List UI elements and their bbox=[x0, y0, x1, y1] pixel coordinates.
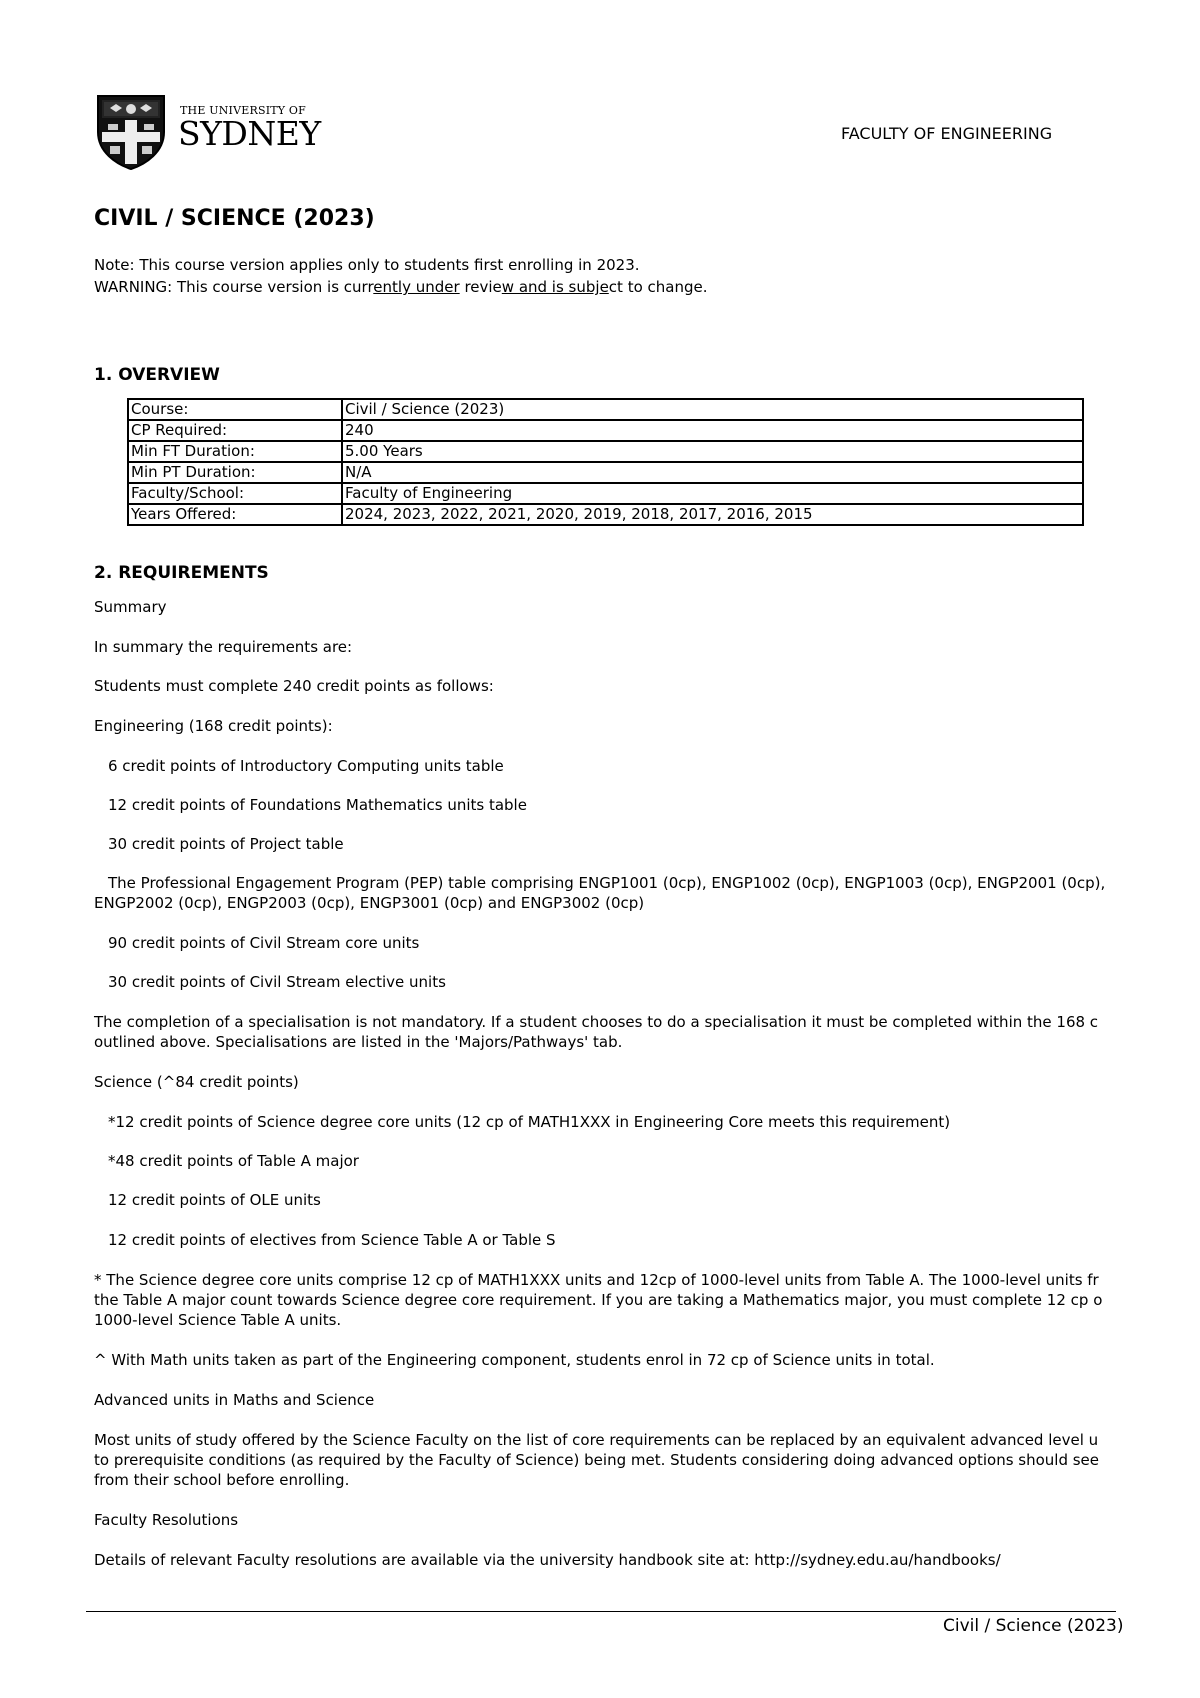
list-item: The Professional Engagement Program (PEP) table comprising ENGP1001 (0cp), ENGP1002 (0cp), ENGP1003 (0cp), ENGP2001 (0cp), bbox=[108, 874, 1106, 892]
table-row bbox=[128, 504, 1083, 525]
footnote-star: the Table A major count towards Science degree core requirement. If you are taking a Mathematics major, you must complete 12 cp o bbox=[94, 1291, 1103, 1309]
list-item-continued: ENGP2002 (0cp), ENGP2003 (0cp), ENGP3001 (0cp) and ENGP3002 (0cp) bbox=[94, 894, 645, 912]
overview-table bbox=[127, 398, 1084, 526]
university-logo bbox=[94, 92, 334, 172]
list-item: 12 credit points of OLE units bbox=[108, 1191, 321, 1209]
engineering-heading: Engineering (168 credit points): bbox=[94, 717, 333, 735]
table-row bbox=[128, 462, 1083, 483]
page-title: CIVIL / SCIENCE (2023) bbox=[94, 206, 375, 231]
footnote-star: * The Science degree core units comprise 12 cp of MATH1XXX units and 12cp of 1000-level units from Table A. The 1000-level units fr bbox=[94, 1271, 1099, 1289]
row-value: N/A bbox=[342, 462, 1083, 483]
row-label: CP Required: bbox=[128, 420, 342, 441]
list-item: 90 credit points of Civil Stream core units bbox=[108, 934, 420, 952]
row-value: Faculty of Engineering bbox=[342, 483, 1083, 504]
row-value: 2024, 2023, 2022, 2021, 2020, 2019, 2018, 2017, 2016, 2015 bbox=[342, 504, 1083, 525]
specialisation-text: The completion of a specialisation is not mandatory. If a student chooses to do a specialisation it must be completed within the 168 c bbox=[94, 1013, 1099, 1031]
total-credit-text: Students must complete 240 credit points as follows: bbox=[94, 677, 494, 695]
faculty-header: FACULTY OF ENGINEERING bbox=[841, 124, 1053, 143]
row-label: Years Offered: bbox=[128, 504, 342, 525]
row-value: 5.00 Years bbox=[342, 441, 1083, 462]
faculty-resolutions-text: Details of relevant Faculty resolutions are available via the university handbook site at: http://sydney.edu.au/handbooks/ bbox=[94, 1551, 1001, 1569]
table-row bbox=[128, 420, 1083, 441]
summary-label: Summary bbox=[94, 598, 167, 616]
specialisation-text: outlined above. Specialisations are listed in the 'Majors/Pathways' tab. bbox=[94, 1033, 623, 1051]
table-row bbox=[128, 483, 1083, 504]
footnote-caret: ^ With Math units taken as part of the Engineering component, students enrol in 72 cp of Science units in total. bbox=[94, 1351, 935, 1369]
warning-text-part: ct to change. bbox=[608, 278, 708, 296]
advanced-heading: Advanced units in Maths and Science bbox=[94, 1391, 375, 1409]
list-item: *48 credit points of Table A major bbox=[108, 1152, 359, 1170]
science-heading: Science (^84 credit points) bbox=[94, 1073, 299, 1091]
list-item: 6 credit points of Introductory Computing units table bbox=[108, 757, 504, 775]
warning-text-part: WARNING: This course version is curr bbox=[94, 278, 374, 296]
advanced-text: Most units of study offered by the Science Faculty on the list of core requirements can be replaced by an equivalent advanced level u bbox=[94, 1431, 1099, 1449]
crest-icon bbox=[94, 92, 168, 170]
row-label: Course: bbox=[128, 399, 342, 420]
advanced-text: to prerequisite conditions (as required by the Faculty of Science) being met. Students considering doing advanced options should see bbox=[94, 1451, 1100, 1469]
row-label: Faculty/School: bbox=[128, 483, 342, 504]
warning-text-part: ently under bbox=[373, 278, 460, 296]
list-item: *12 credit points of Science degree core units (12 cp of MATH1XXX in Engineering Core meets this requirement) bbox=[108, 1113, 951, 1131]
footer-title: Civil / Science (2023) bbox=[943, 1616, 1124, 1636]
logo-text-large: SYDNEY bbox=[178, 114, 321, 153]
footnote-star: 1000-level Science Table A units. bbox=[94, 1311, 342, 1329]
summary-intro: In summary the requirements are: bbox=[94, 638, 353, 656]
list-item: 12 credit points of Foundations Mathematics units table bbox=[108, 796, 527, 814]
warning-text-part: revie bbox=[459, 278, 502, 296]
warning-text-part: w and is subje bbox=[501, 278, 609, 296]
table-row bbox=[128, 441, 1083, 462]
overview-heading: 1. OVERVIEW bbox=[94, 365, 220, 385]
row-value: Civil / Science (2023) bbox=[342, 399, 1083, 420]
faculty-resolutions-heading: Faculty Resolutions bbox=[94, 1511, 239, 1529]
list-item: 30 credit points of Civil Stream elective units bbox=[108, 973, 446, 991]
list-item: 12 credit points of electives from Science Table A or Table S bbox=[108, 1231, 556, 1249]
advanced-text: from their school before enrolling. bbox=[94, 1471, 350, 1489]
row-label: Min PT Duration: bbox=[128, 462, 342, 483]
enrolment-note: Note: This course version applies only to students first enrolling in 2023. bbox=[94, 256, 640, 274]
requirements-heading: 2. REQUIREMENTS bbox=[94, 563, 269, 583]
warning-note bbox=[94, 278, 708, 296]
table-row bbox=[128, 399, 1083, 420]
list-item: 30 credit points of Project table bbox=[108, 835, 344, 853]
row-label: Min FT Duration: bbox=[128, 441, 342, 462]
footer-divider bbox=[86, 1611, 1116, 1612]
logo-text-small: THE UNIVERSITY OF bbox=[180, 104, 306, 117]
row-value: 240 bbox=[342, 420, 1083, 441]
